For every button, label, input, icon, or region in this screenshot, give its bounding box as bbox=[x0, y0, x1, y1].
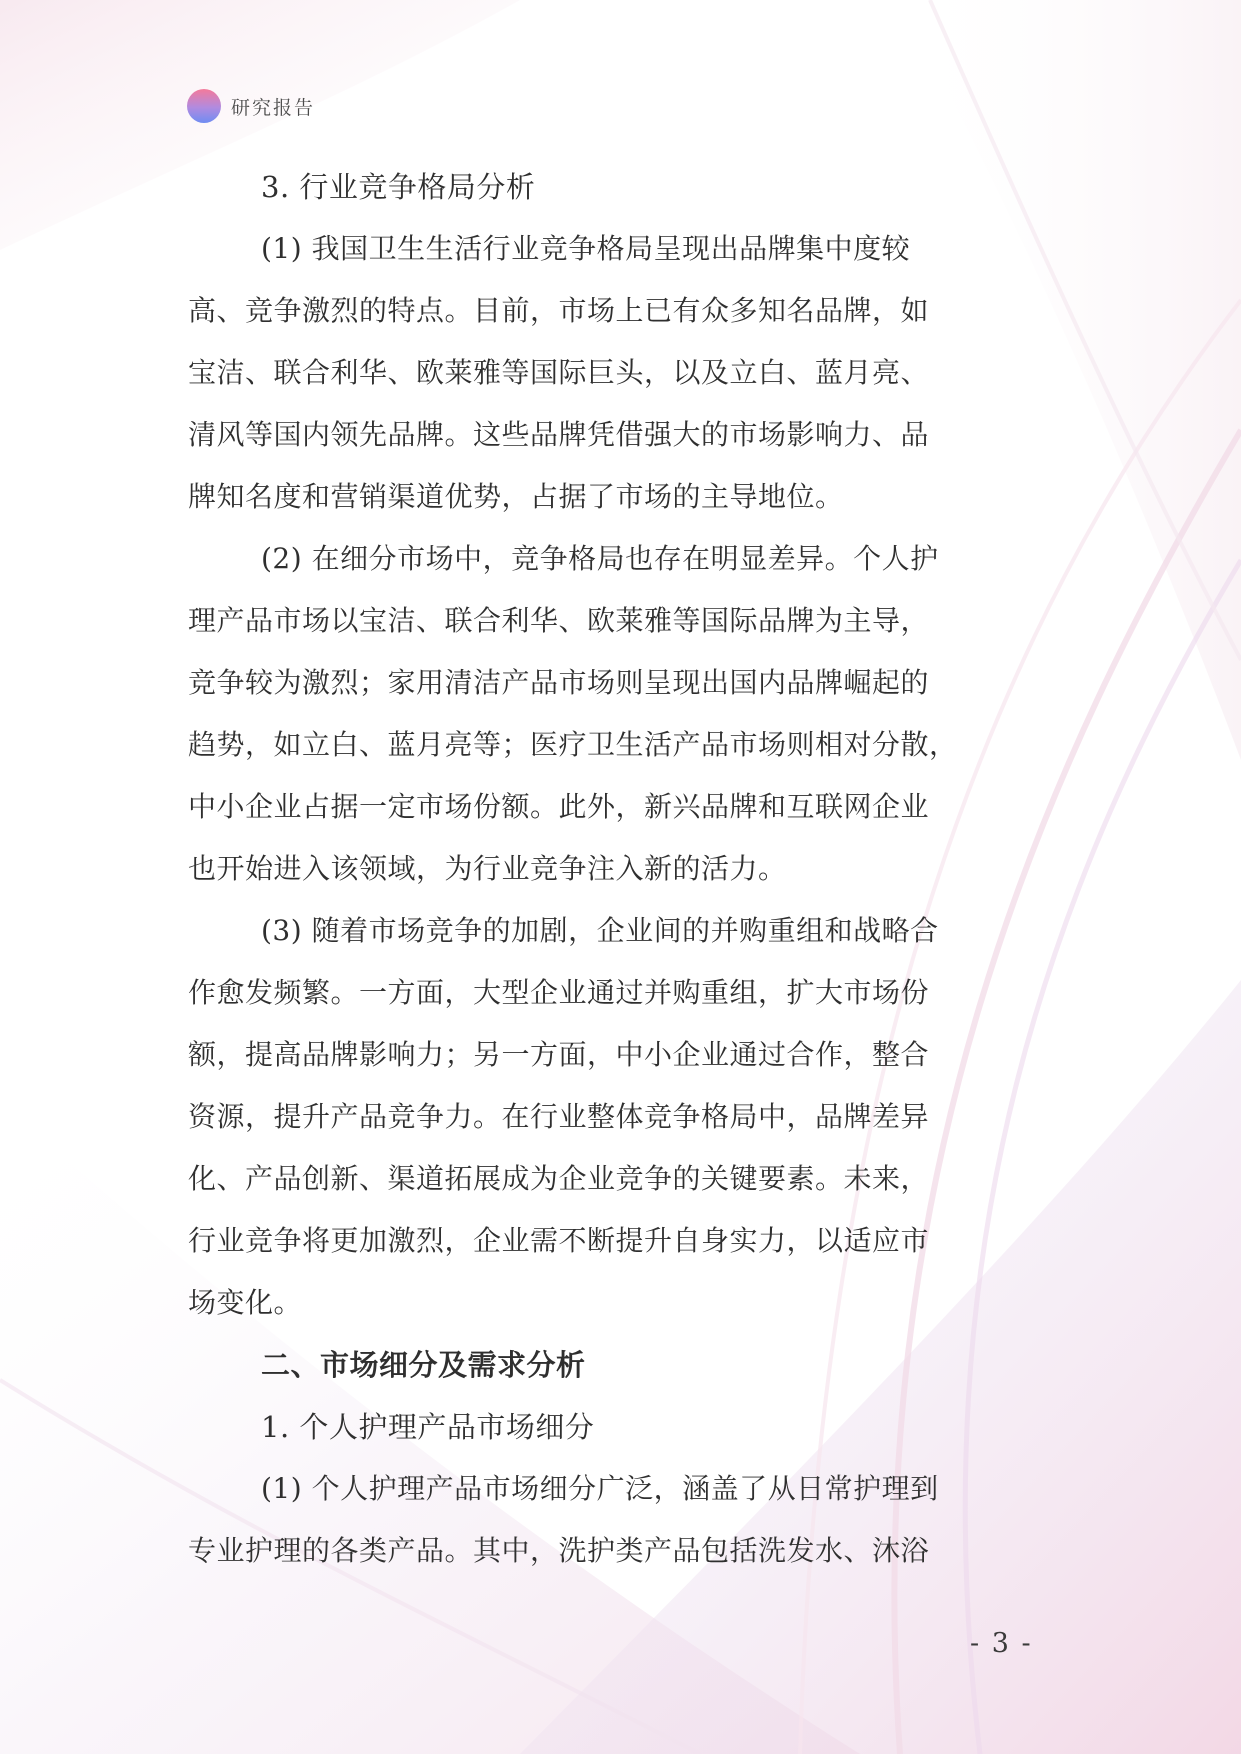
paragraph-line: 趋势，如立白、蓝月亮等；医疗卫生活产品市场则相对分散， bbox=[188, 728, 958, 761]
header-title: 研究报告 bbox=[231, 96, 316, 119]
paragraph-line: (1) 我国卫生生活行业竞争格局呈现出品牌集中度较 bbox=[261, 232, 911, 265]
paragraph-line: 作愈发频繁。一方面，大型企业通过并购重组，扩大市场份 bbox=[188, 976, 930, 1009]
paragraph-line: 化、产品创新、渠道拓展成为企业竞争的关键要素。未来， bbox=[188, 1162, 930, 1195]
paragraph-line: 中小企业占据一定市场份额。此外，新兴品牌和互联网企业 bbox=[188, 790, 930, 823]
paragraph-line: (2) 在细分市场中，竞争格局也存在明显差异。个人护 bbox=[261, 542, 939, 575]
paragraph-line: 牌知名度和营销渠道优势，占据了市场的主导地位。 bbox=[188, 480, 844, 513]
paragraph-line: 竞争较为激烈；家用清洁产品市场则呈现出国内品牌崛起的 bbox=[188, 666, 930, 699]
paragraph-line: 场变化。 bbox=[188, 1286, 303, 1319]
paragraph-line: (3) 随着市场竞争的加剧，企业间的并购重组和战略合 bbox=[261, 914, 939, 947]
paragraph-line: 清风等国内领先品牌。这些品牌凭借强大的市场影响力、品 bbox=[188, 418, 930, 451]
document-body bbox=[188, 156, 1068, 1582]
paragraph-2 bbox=[188, 528, 1068, 900]
paragraph-line: 也开始进入该领域，为行业竞争注入新的活力。 bbox=[188, 852, 787, 885]
section-heading-3: 3. 行业竞争格局分析 bbox=[261, 170, 536, 204]
paragraph-line: 专业护理的各类产品。其中，洗护类产品包括洗发水、沐浴 bbox=[188, 1534, 930, 1567]
subsection-heading-1: 1. 个人护理产品市场细分 bbox=[261, 1410, 595, 1444]
paragraph-line: 宝洁、联合利华、欧莱雅等国际巨头，以及立白、蓝月亮、 bbox=[188, 356, 930, 389]
report-logo-icon bbox=[187, 89, 221, 123]
chapter-heading-2: 二、市场细分及需求分析 bbox=[261, 1348, 586, 1382]
paragraph-line: 行业竞争将更加激烈，企业需不断提升自身实力，以适应市 bbox=[188, 1224, 930, 1257]
page-number: - 3 - bbox=[970, 1628, 1033, 1659]
page-header bbox=[187, 88, 315, 124]
paragraph-line: 资源，提升产品竞争力。在行业整体竞争格局中，品牌差异 bbox=[188, 1100, 930, 1133]
paragraph-3 bbox=[188, 900, 1068, 1334]
paragraph-4 bbox=[188, 1458, 1068, 1582]
paragraph-line: 额，提高品牌影响力；另一方面，中小企业通过合作，整合 bbox=[188, 1038, 930, 1071]
paragraph-line: 理产品市场以宝洁、联合利华、欧莱雅等国际品牌为主导， bbox=[188, 604, 930, 637]
paragraph-line: 高、竞争激烈的特点。目前，市场上已有众多知名品牌，如 bbox=[188, 294, 930, 327]
paragraph-line: (1) 个人护理产品市场细分广泛，涵盖了从日常护理到 bbox=[261, 1472, 939, 1505]
paragraph-1 bbox=[188, 218, 1068, 528]
